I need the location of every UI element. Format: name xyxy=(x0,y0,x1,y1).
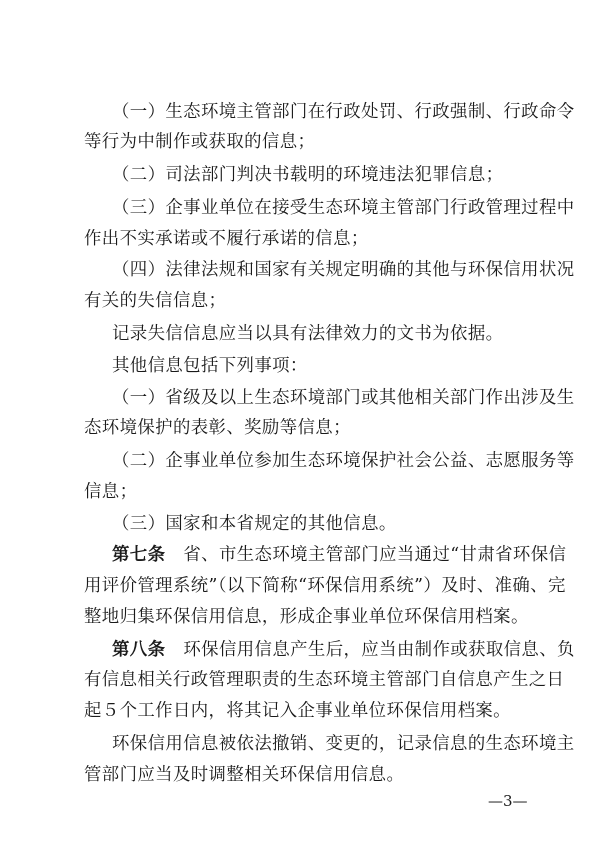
paragraph-line: （四）法律法规和国家有关规定明确的其他与环保信用状况 xyxy=(112,260,575,280)
paragraph-line: 态环境保护的表彰、奖励等信息； xyxy=(84,418,351,438)
article-8-heading: 第八条 xyxy=(112,640,166,660)
paragraph-line: 作出不实承诺或不履行承诺的信息； xyxy=(84,229,369,249)
paragraph-line: 信息； xyxy=(84,482,138,502)
article-8-line-1 xyxy=(112,639,575,661)
closing-line-2: 管部门应当及时调整相关环保信用信息。 xyxy=(84,765,405,785)
paragraph-line: （二）司法部门判决书载明的环境违法犯罪信息； xyxy=(112,165,504,185)
page-number: —3— xyxy=(488,792,528,810)
article-8-line-2: 有信息相关行政管理职责的生态环境主管部门自信息产生之日 xyxy=(84,670,565,690)
paragraph-line: 等行为中制作或获取的信息； xyxy=(84,132,316,152)
article-8-line-3: 起５个工作日内，将其记入企事业单位环保信用档案。 xyxy=(84,701,511,721)
paragraph-line: 有关的失信信息； xyxy=(84,291,227,311)
paragraph-line: 记录失信信息应当以具有法律效力的文书为依据。 xyxy=(112,324,504,344)
paragraph-line: （三）企事业单位在接受生态环境主管部门行政管理过程中 xyxy=(112,198,575,218)
paragraph-line: （一）省级及以上生态环境部门或其他相关部门作出涉及生 xyxy=(112,388,575,408)
paragraph-line: （三）国家和本省规定的其他信息。 xyxy=(112,514,397,534)
paragraph-line: （一）生态环境主管部门在行政处罚、行政强制、行政命令 xyxy=(112,102,575,122)
paragraph-line: （二）企事业单位参加生态环境保护社会公益、志愿服务等 xyxy=(112,451,575,471)
article-8-text: 环保信用信息产生后，应当由制作或获取信息、负 xyxy=(183,640,575,660)
article-7-line-2: 用评价管理系统”（以下简称“环保信用系统”）及时、准确、完 xyxy=(84,576,566,596)
article-7-line-3: 整地归集环保信用信息，形成企事业单位环保信用档案。 xyxy=(84,607,529,627)
article-7-heading: 第七条 xyxy=(112,545,166,565)
paragraph-line: 其他信息包括下列事项： xyxy=(112,356,308,376)
article-7-text: 省、市生态环境主管部门应当通过“甘肃省环保信 xyxy=(183,545,567,565)
closing-line-1: 环保信用信息被依法撤销、变更的，记录信息的生态环境主 xyxy=(112,734,575,754)
article-7-line-1 xyxy=(112,544,567,566)
